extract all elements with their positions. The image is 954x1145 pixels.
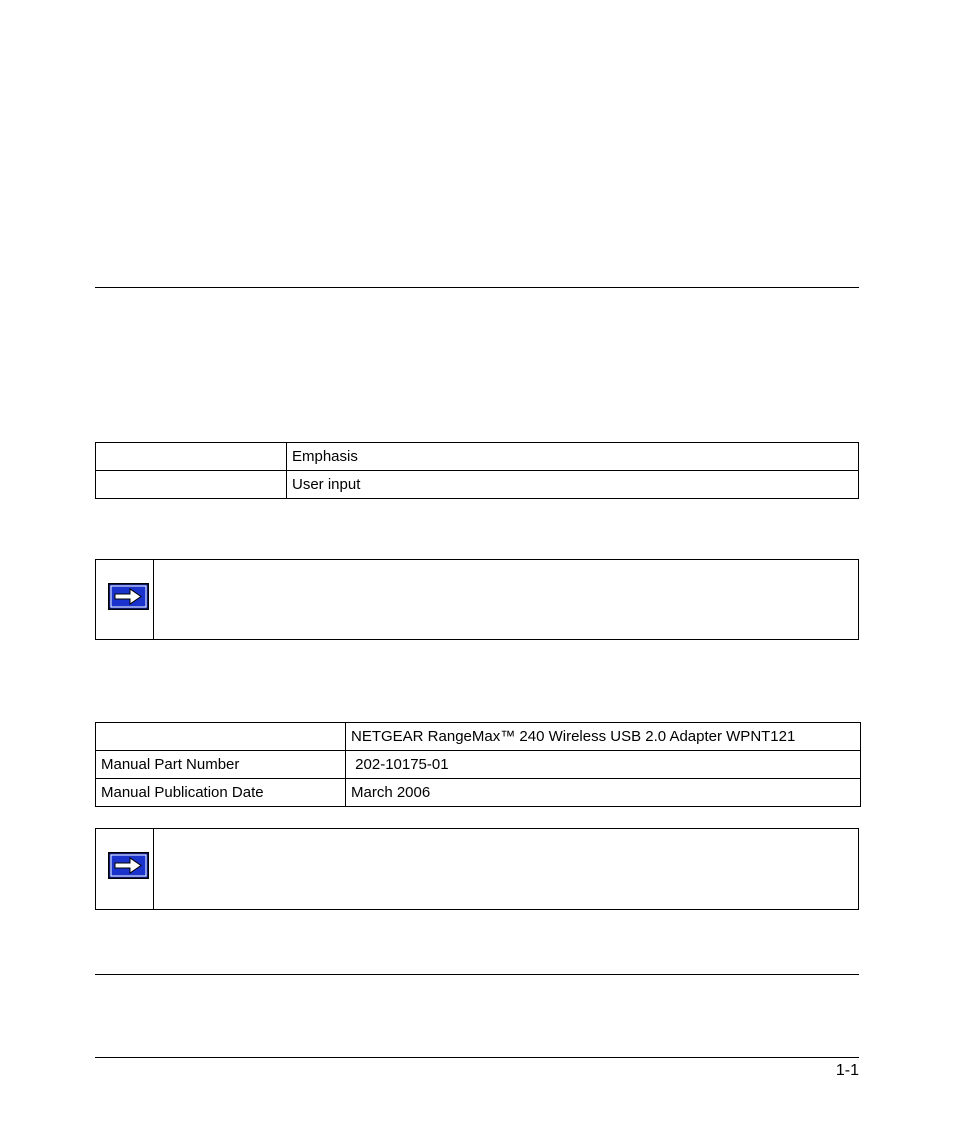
- section-divider-rule: [95, 974, 859, 975]
- table-cell-value: User input: [287, 471, 859, 499]
- note-arrow-icon: [108, 852, 149, 879]
- note-text: [154, 829, 858, 909]
- table-cell-label: [96, 723, 346, 751]
- note-arrow-icon: [108, 583, 149, 610]
- note-icon-cell: [96, 560, 154, 639]
- table-cell-label: Manual Part Number: [96, 751, 346, 779]
- table-cell-value: 202-10175-01: [346, 751, 861, 779]
- table-row: [96, 471, 859, 499]
- table-cell-label: Manual Publication Date: [96, 779, 346, 807]
- chapter-title-rule: [95, 287, 859, 288]
- note-text: [154, 560, 858, 639]
- table-cell-value: Emphasis: [287, 443, 859, 471]
- page-number: 1-1: [835, 1062, 859, 1079]
- table-cell-value: March 2006: [346, 779, 861, 807]
- typography-conventions-table: [95, 442, 859, 499]
- note-box: [95, 828, 859, 910]
- table-row: [96, 443, 859, 471]
- note-box: [95, 559, 859, 640]
- table-row: [96, 751, 861, 779]
- manual-info-table: [95, 722, 861, 807]
- table-cell-value: NETGEAR RangeMax™ 240 Wireless USB 2.0 Adapter WPNT121: [346, 723, 861, 751]
- table-row: [96, 723, 861, 751]
- footer-rule: [95, 1057, 859, 1058]
- note-icon-cell: [96, 829, 154, 909]
- table-row: [96, 779, 861, 807]
- table-cell-label: [96, 471, 287, 499]
- table-cell-label: [96, 443, 287, 471]
